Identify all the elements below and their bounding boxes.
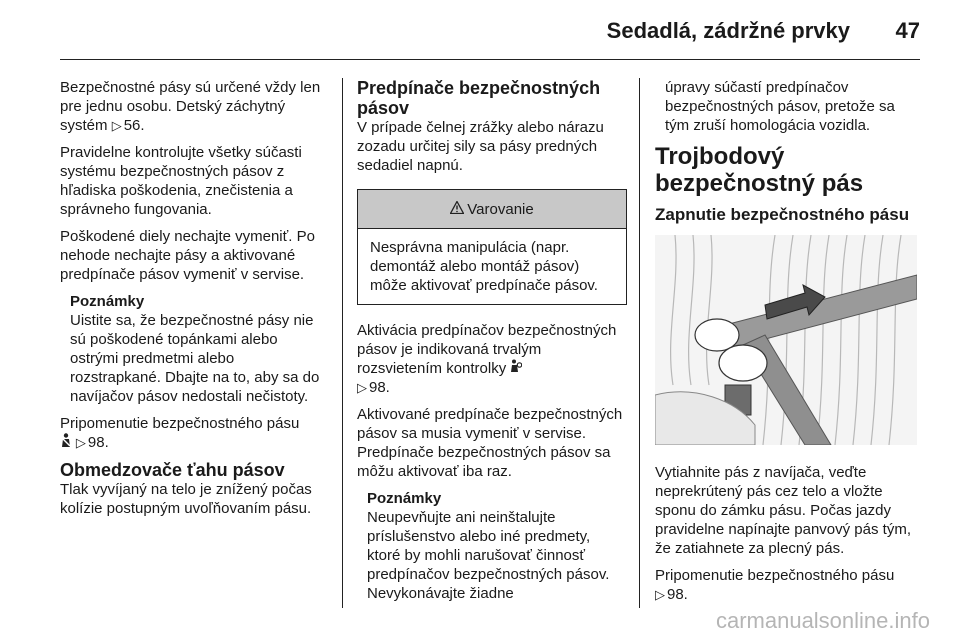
page-ref-icon: ▷ — [75, 435, 86, 450]
page-ref[interactable]: 98. — [87, 434, 109, 451]
watermark: carmanualsonline.info — [715, 608, 930, 633]
column-3 — [655, 78, 923, 612]
airbag-indicator-icon — [510, 360, 522, 376]
paragraph: Pripomenutie bezpečnostného pásu ▷ 98. — [655, 567, 895, 603]
paragraph: Aktivácia predpínačov bezpečnostných pásov je indikovaná trvalým rozsvietením kontrolky ▷ 98. — [357, 322, 617, 396]
page-ref[interactable]: 56. — [123, 117, 145, 134]
section-heading: Obmedzovače ťahu pásov — [60, 460, 285, 480]
header-rule — [60, 59, 920, 60]
column-divider-2 — [639, 78, 640, 608]
paragraph: Tlak vyvíjaný na telo je znížený počas kolízie postupným uvoľňovaním pásu. — [60, 481, 312, 517]
note-title: Poznámky — [70, 293, 145, 310]
note-title: Poznámky — [367, 490, 442, 507]
paragraph: Pripomenutie bezpečnostného pásu ▷ 98. — [60, 415, 300, 451]
page-number: 47 — [895, 18, 920, 43]
paragraph: Bezpečnostné pásy sú určené vždy len pre jednu osobu. Detský záchytný systém ▷ 56. — [60, 79, 321, 134]
paragraph: Vytiahnite pás z navíjača, veďte neprekrútený pás cez telo a vložte sponu do zámku pásu. Počas jazdy pravidelne napínajte panvový pás tým, že zatiahnete za plecný pás. — [655, 464, 911, 557]
page-ref-icon: ▷ — [357, 380, 367, 395]
column-1 — [60, 78, 328, 526]
note-text: Neupevňujte ani neinštalujte príslušenstvo alebo iné predmety, ktoré by mohli narušovať činnosť predpínačov bezpečnostných pásov. Nevykonávajte žiadne — [367, 509, 610, 602]
warning-title: Varovanie — [467, 200, 534, 218]
paragraph: Poškodené diely nechajte vymeniť. Po nehode nechajte pásy a aktivované predpínače pásov vymeniť v servise. — [60, 228, 315, 283]
seatbelt-illustration — [655, 235, 917, 445]
note-text: Uistite sa, že bezpečnostné pásy nie sú poškodené topánkami alebo ostrými predmetmi alebo rozstrapkané. Dbajte na to, aby sa do navíjačov pásov nedostali nečistoty. — [70, 312, 320, 405]
section-heading: Predpínače bezpečnostných pásov — [357, 78, 601, 118]
warning-text: Nesprávna manipulácia (napr. demontáž alebo montáž pásov) môže aktivovať predpínače pásov. — [370, 239, 598, 294]
seatbelt-icon — [60, 434, 76, 450]
warning-header — [358, 190, 626, 229]
page-ref-icon: ▷ — [111, 118, 122, 133]
page-ref[interactable]: 98. — [667, 586, 688, 603]
paragraph: Pravidelne kontrolujte všetky súčasti systému bezpečnostných pásov z hľadiska poškodenia, znečistenia a správneho fungovania. — [60, 144, 302, 218]
column-2 — [357, 78, 627, 611]
paragraph: Aktivované predpínače bezpečnostných pásov sa musia vymeniť v servise. Predpínače bezpečnostných pásov sa môžu aktivovať iba raz. — [357, 406, 623, 480]
page-header-title: Sedadlá, zádržné prvky — [606, 18, 850, 43]
page-ref[interactable]: 98. — [369, 379, 390, 396]
note-box — [367, 489, 627, 603]
page-ref-icon: ▷ — [655, 587, 665, 602]
section-heading: Trojbodový bezpečnostný pás — [655, 143, 864, 197]
paragraph: V prípade čelnej zrážky alebo nárazu zozadu určitej sily sa pásy predných sedadiel napnú. — [357, 119, 604, 174]
note-box — [70, 292, 328, 406]
subsection-heading: Zapnutie bezpečnostného pásu — [655, 205, 910, 224]
warning-box — [357, 189, 627, 305]
column-divider-1 — [342, 78, 343, 608]
note-continuation: úpravy súčastí predpínačov bezpečnostných pásov, pretože sa tým zruší homologácia vozidla. — [665, 79, 895, 134]
warning-icon — [450, 200, 464, 219]
